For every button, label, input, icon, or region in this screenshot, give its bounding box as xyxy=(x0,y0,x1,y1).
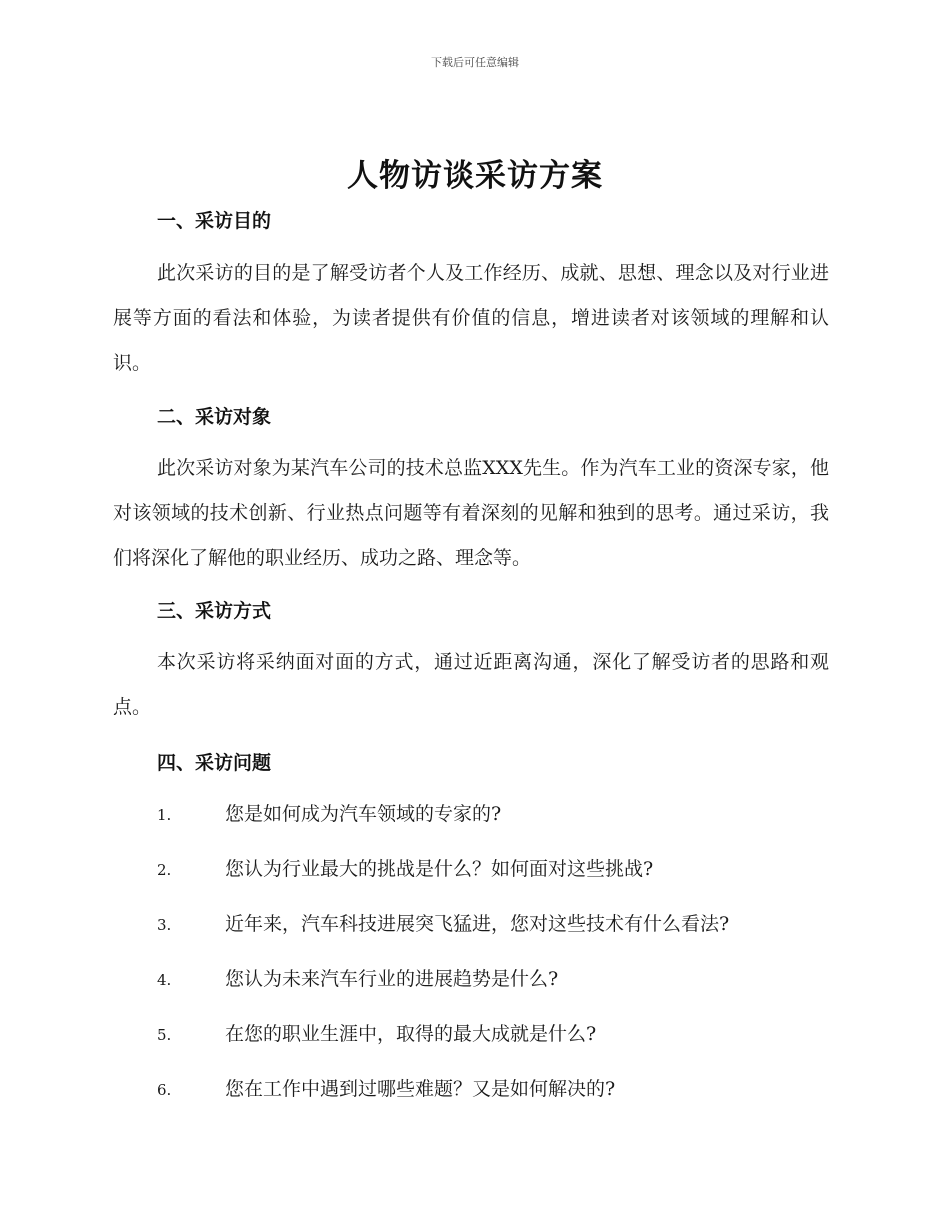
question-number: 6. xyxy=(157,1081,172,1099)
list-item xyxy=(157,1021,837,1048)
question-text: 您认为未来汽车行业的进展趋势是什么? xyxy=(225,968,559,990)
question-text: 近年来，汽车科技进展突飞猛进，您对这些技术有什么看法? xyxy=(225,913,730,935)
question-number: 3. xyxy=(157,916,172,934)
list-item xyxy=(157,966,837,993)
question-text: 您在工作中遇到过哪些难题？又是如何解决的? xyxy=(225,1078,616,1100)
header-note: 下载后可任意编辑 xyxy=(431,56,519,69)
list-item xyxy=(157,856,837,883)
section-heading-method: 三、采访方式 xyxy=(157,600,272,622)
list-item xyxy=(157,801,837,828)
question-text: 在您的职业生涯中，取得的最大成就是什么? xyxy=(225,1023,597,1045)
section-heading-purpose: 一、采访目的 xyxy=(157,210,272,232)
question-number: 2. xyxy=(157,861,172,879)
section-heading-questions: 四、采访问题 xyxy=(157,752,272,774)
list-item xyxy=(157,911,837,938)
list-item xyxy=(157,1076,837,1103)
document-title: 人物访谈采访方案 xyxy=(347,158,603,194)
question-number: 4. xyxy=(157,971,172,989)
section-heading-subject: 二、采访对象 xyxy=(157,406,272,428)
section-text-subject: 此次采访对象为某汽车公司的技术总监XXX先生。作为汽车工业的资深专家，他对该领域的技术创新、行业热点问题等有着深刻的见解和独到的思考。通过采访，我们将深化了解他的职业经历、成功之路、理念等。 xyxy=(113,457,829,569)
section-text-method: 本次采访将采纳面对面的方式，通过近距离沟通，深化了解受访者的思路和观点。 xyxy=(113,651,829,718)
question-number: 5. xyxy=(157,1026,172,1044)
question-number: 1. xyxy=(157,806,172,824)
question-text: 您是如何成为汽车领域的专家的? xyxy=(225,803,502,825)
question-text: 您认为行业最大的挑战是什么？如何面对这些挑战? xyxy=(225,858,654,880)
section-text-purpose: 此次采访的目的是了解受访者个人及工作经历、成就、思想、理念以及对行业进展等方面的看法和体验，为读者提供有价值的信息，增进读者对该领域的理解和认识。 xyxy=(113,262,829,374)
